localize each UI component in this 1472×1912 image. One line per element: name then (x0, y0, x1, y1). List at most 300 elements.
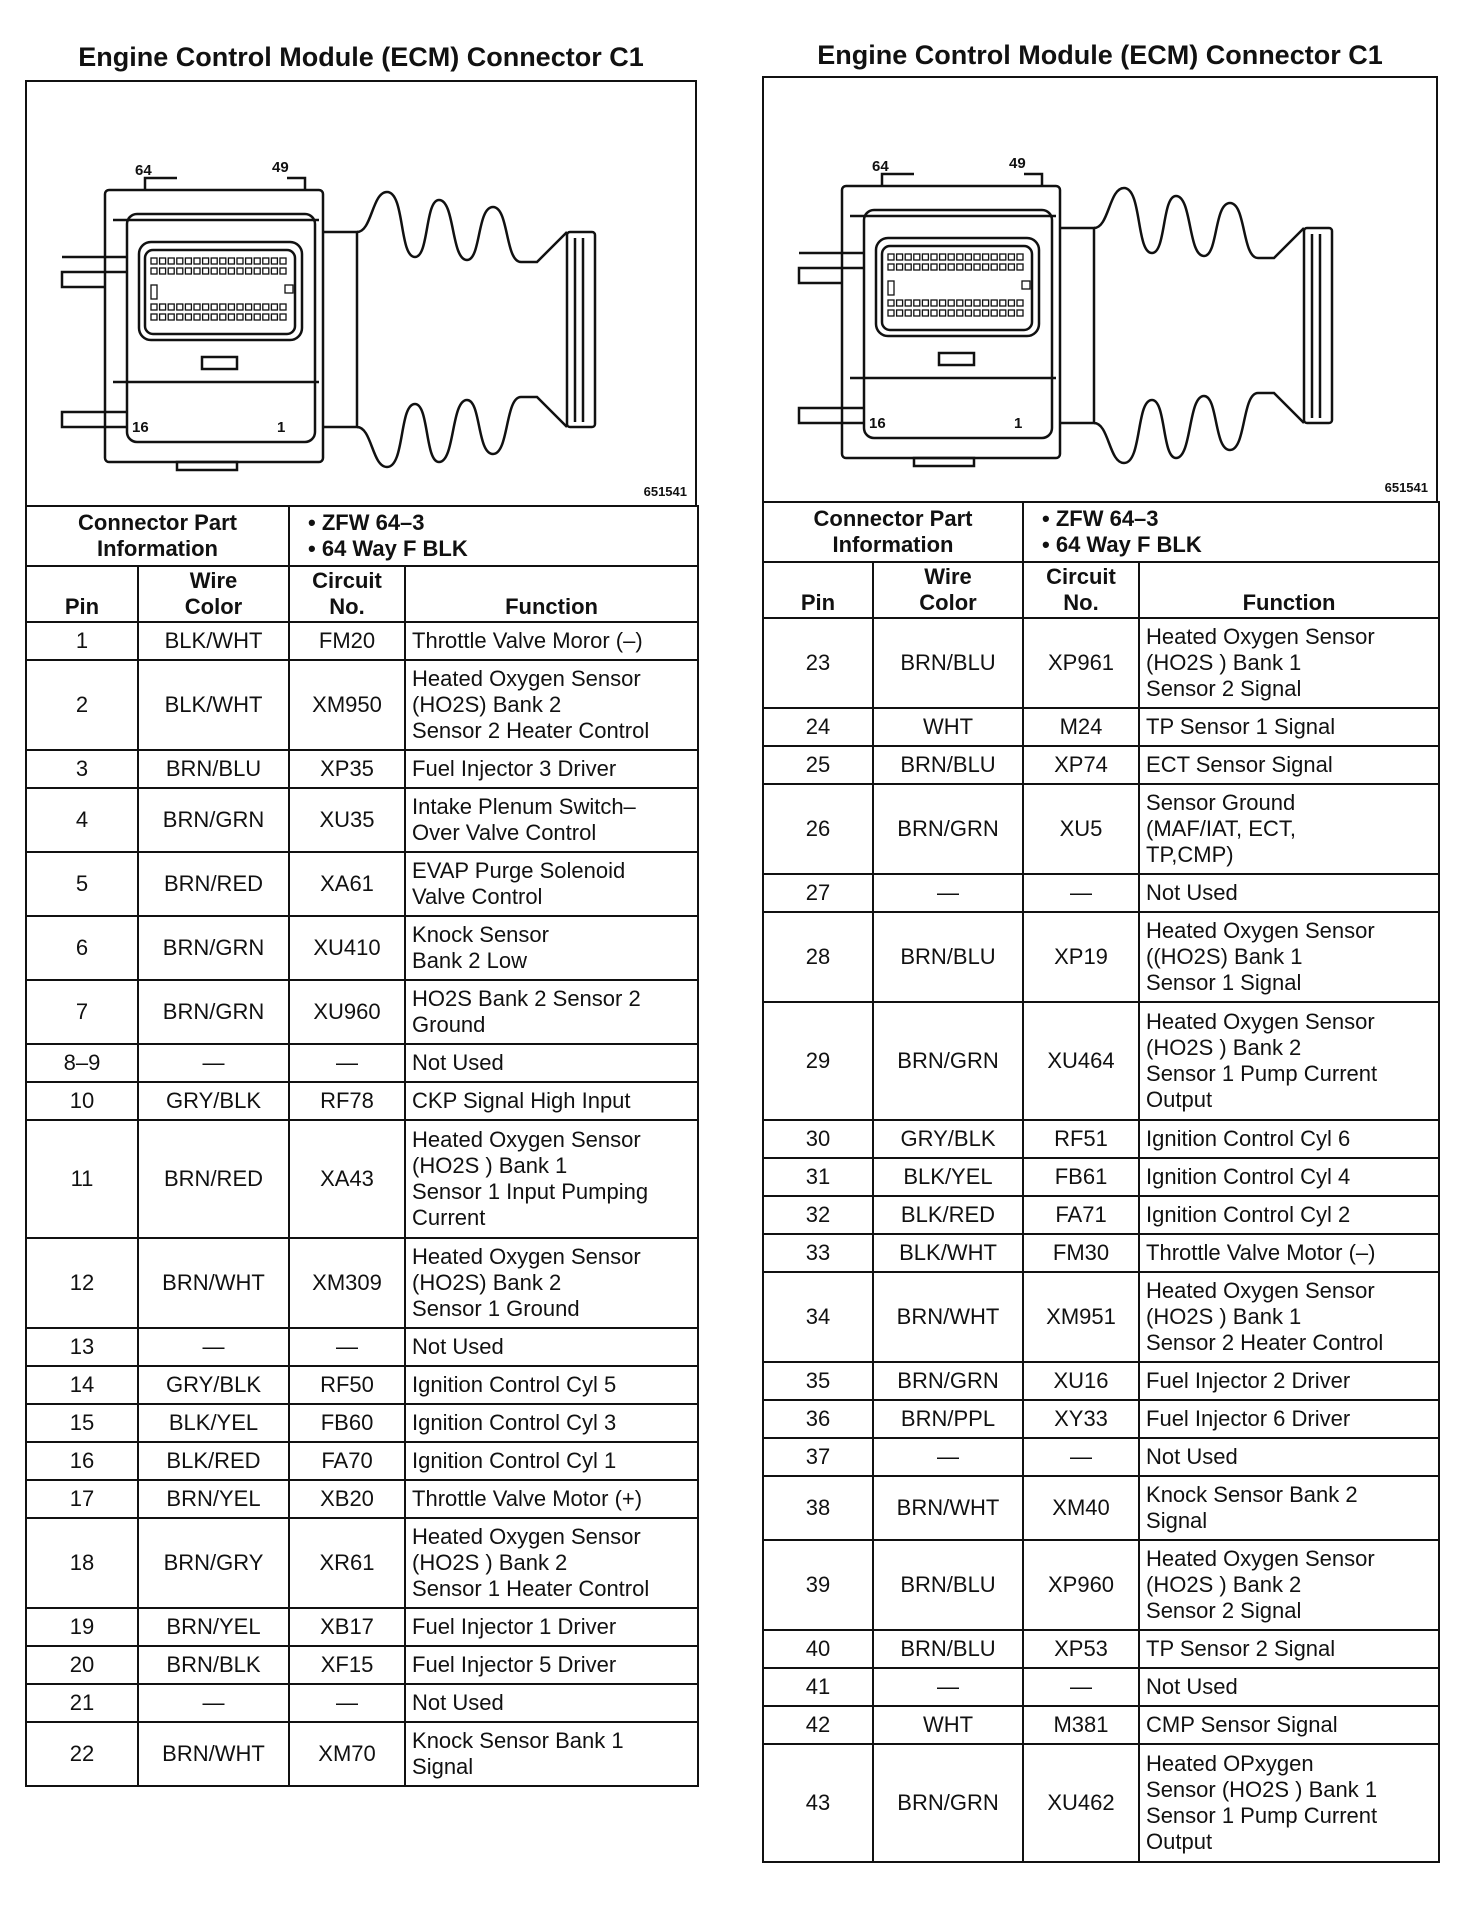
pin-cell: 18 (26, 1518, 138, 1608)
header-line: Color (184, 594, 243, 619)
function-line: Fuel Injector 2 Driver (1146, 1368, 1351, 1393)
right-connector-figure (762, 76, 1438, 501)
header-row (763, 562, 1439, 618)
wire-color-cell: — (138, 1684, 289, 1722)
function-line: Sensor 1 Heater Control (412, 1576, 650, 1601)
table-row (26, 660, 698, 750)
left-pin-label-pin-top-right: 49 (272, 159, 289, 176)
pin-cell: 16 (26, 1442, 138, 1480)
function-cell (1139, 1196, 1439, 1234)
left-pin-table (25, 505, 699, 1787)
table-row (763, 874, 1439, 912)
table-row (26, 1518, 698, 1608)
table-row (26, 980, 698, 1044)
function-cell (1139, 784, 1439, 874)
function-line: (MAF/IAT, ECT, (1146, 816, 1296, 841)
header-circuit-no (289, 566, 405, 622)
wire-color-cell: BRN/GRN (138, 788, 289, 852)
part-info-value: • 64 Way F BLK (1042, 532, 1202, 557)
function-line: Heated Oxygen Sensor (1146, 1009, 1375, 1034)
function-line: Ignition Control Cyl 4 (1146, 1164, 1351, 1189)
part-info-value: • ZFW 64–3 (308, 510, 425, 535)
part-info-label-line: Connector Part (813, 506, 973, 531)
function-line: (HO2S) Bank 2 (412, 1270, 562, 1295)
function-cell (1139, 1400, 1439, 1438)
function-line: ECT Sensor Signal (1146, 752, 1333, 777)
pin-cell: 13 (26, 1328, 138, 1366)
function-line: (HO2S ) Bank 2 (1146, 1572, 1302, 1597)
header-function: Function (1139, 562, 1439, 618)
function-line: Bank 2 Low (412, 948, 527, 973)
function-line: Sensor 1 Ground (412, 1296, 580, 1321)
circuit-cell: XP53 (1023, 1630, 1139, 1668)
circuit-cell: XU410 (289, 916, 405, 980)
header-line: No. (1063, 590, 1099, 615)
function-cell (405, 788, 698, 852)
circuit-cell: XM70 (289, 1722, 405, 1786)
circuit-cell: RF50 (289, 1366, 405, 1404)
wire-color-cell: BRN/BLU (873, 746, 1023, 784)
table-row (26, 1684, 698, 1722)
header-line: Circuit (1046, 564, 1116, 589)
function-line: Sensor 2 Heater Control (1146, 1330, 1384, 1355)
function-cell (405, 1480, 698, 1518)
wire-color-cell: BRN/GRN (138, 980, 289, 1044)
wire-color-cell: BLK/WHT (138, 622, 289, 660)
pin-cell: 5 (26, 852, 138, 916)
wire-color-cell: GRY/BLK (138, 1366, 289, 1404)
pin-cell: 28 (763, 912, 873, 1002)
part-info-label (763, 502, 1023, 562)
circuit-cell: XU464 (1023, 1002, 1139, 1120)
left-table-body (26, 506, 698, 1786)
circuit-cell: FA71 (1023, 1196, 1139, 1234)
circuit-cell: FM30 (1023, 1234, 1139, 1272)
table-row (763, 1438, 1439, 1476)
pin-cell: 14 (26, 1366, 138, 1404)
pin-cell: 40 (763, 1630, 873, 1668)
circuit-cell: XR61 (289, 1518, 405, 1608)
wire-color-cell: GRY/BLK (873, 1120, 1023, 1158)
wire-color-cell: — (873, 874, 1023, 912)
header-line: No. (329, 594, 365, 619)
circuit-cell: XB20 (289, 1480, 405, 1518)
table-row (26, 1082, 698, 1120)
function-cell (1139, 618, 1439, 708)
part-info-values (289, 506, 698, 566)
wire-color-cell: BRN/BLU (873, 912, 1023, 1002)
function-cell (405, 916, 698, 980)
wire-color-cell: BRN/WHT (873, 1476, 1023, 1540)
pin-cell: 35 (763, 1362, 873, 1400)
table-row (26, 852, 698, 916)
function-line: Ignition Control Cyl 3 (412, 1410, 617, 1435)
circuit-cell: — (1023, 874, 1139, 912)
function-line: Sensor 1 Pump Current (1146, 1061, 1378, 1086)
right-pin-label-pin-bottom-right: 1 (1014, 415, 1023, 432)
function-cell (1139, 1476, 1439, 1540)
header-function: Function (405, 566, 698, 622)
function-cell (1139, 1234, 1439, 1272)
function-line: Throttle Valve Moror (–) (412, 628, 643, 653)
function-line: Heated Oxygen Sensor (1146, 1278, 1375, 1303)
function-cell (1139, 1438, 1439, 1476)
function-line: Ignition Control Cyl 1 (412, 1448, 617, 1473)
circuit-cell: RF78 (289, 1082, 405, 1120)
function-cell (405, 1120, 698, 1238)
left-figure-number: 651541 (643, 484, 687, 499)
header-line: Circuit (312, 568, 382, 593)
function-cell (405, 660, 698, 750)
wire-color-cell: BRN/RED (138, 852, 289, 916)
function-line: TP,CMP) (1146, 842, 1234, 867)
table-row (763, 1668, 1439, 1706)
function-line: (HO2S) Bank 2 (412, 692, 562, 717)
wire-color-cell: BRN/BLU (873, 1540, 1023, 1630)
part-info-value: • 64 Way F BLK (308, 536, 468, 561)
part-info-label-line: Information (97, 536, 218, 561)
function-line: Valve Control (412, 884, 543, 909)
pin-cell: 10 (26, 1082, 138, 1120)
table-row (763, 1272, 1439, 1362)
right-panel (762, 0, 1438, 1912)
wire-color-cell: BLK/YEL (138, 1404, 289, 1442)
table-row (763, 1476, 1439, 1540)
function-cell (405, 622, 698, 660)
right-figure-number: 651541 (1384, 480, 1428, 495)
function-cell (405, 1722, 698, 1786)
wire-color-cell: BRN/RED (138, 1120, 289, 1238)
pin-cell: 2 (26, 660, 138, 750)
function-line: Knock Sensor Bank 2 (1146, 1482, 1358, 1507)
function-cell (1139, 912, 1439, 1002)
function-cell (405, 1366, 698, 1404)
right-title: Engine Control Module (ECM) Connector C1 (817, 40, 1383, 70)
table-row (26, 1442, 698, 1480)
function-line: Heated Oxygen Sensor (1146, 1546, 1375, 1571)
wire-color-cell: BRN/PPL (873, 1400, 1023, 1438)
left-pin-label-pin-top-left: 64 (135, 162, 152, 179)
table-row (26, 1480, 698, 1518)
function-cell (1139, 746, 1439, 784)
function-cell (1139, 1272, 1439, 1362)
table-row (26, 1328, 698, 1366)
wire-color-cell: — (873, 1668, 1023, 1706)
header-wire-color (138, 566, 289, 622)
table-row (26, 788, 698, 852)
function-line: Not Used (1146, 1674, 1238, 1699)
function-line: Fuel Injector 5 Driver (412, 1652, 617, 1677)
function-line: Ignition Control Cyl 5 (412, 1372, 617, 1397)
function-line: Heated Oxygen Sensor (412, 1244, 641, 1269)
wire-color-cell: BRN/BLK (138, 1646, 289, 1684)
header-line: Wire (189, 568, 238, 593)
header-row (26, 566, 698, 622)
pin-cell: 25 (763, 746, 873, 784)
right-table-body (763, 502, 1439, 1862)
circuit-cell: FB60 (289, 1404, 405, 1442)
wire-color-cell: BRN/BLU (873, 618, 1023, 708)
wire-color-cell: WHT (873, 1706, 1023, 1744)
function-cell (1139, 1540, 1439, 1630)
function-line: Current (412, 1205, 486, 1230)
table-row (763, 1630, 1439, 1668)
right-pin-label-pin-top-right: 49 (1009, 155, 1026, 172)
left-connector-drawing (27, 82, 695, 507)
function-cell (1139, 1158, 1439, 1196)
function-cell (1139, 1630, 1439, 1668)
function-cell (1139, 1002, 1439, 1120)
function-line: Sensor 1 Signal (1146, 970, 1302, 995)
part-info-label (26, 506, 289, 566)
circuit-cell: FM20 (289, 622, 405, 660)
pin-cell: 37 (763, 1438, 873, 1476)
table-row (26, 916, 698, 980)
part-info-label-line: Connector Part (78, 510, 237, 535)
table-row (763, 1400, 1439, 1438)
part-info-values (1023, 502, 1439, 562)
table-row (763, 618, 1439, 708)
wire-color-cell: — (873, 1438, 1023, 1476)
right-pin-table (762, 501, 1440, 1863)
wire-color-cell: BRN/GRN (873, 1744, 1023, 1862)
function-line: Heated OPxygen (1146, 1751, 1314, 1776)
pin-cell: 12 (26, 1238, 138, 1328)
function-line: (HO2S ) Bank 2 (412, 1550, 568, 1575)
function-line: Not Used (412, 1050, 504, 1075)
circuit-cell: XU960 (289, 980, 405, 1044)
function-line: (HO2S ) Bank 1 (1146, 1304, 1302, 1329)
function-line: Sensor 2 Signal (1146, 1598, 1302, 1623)
left-connector-figure (25, 80, 697, 505)
function-line: Signal (412, 1754, 474, 1779)
pin-cell: 15 (26, 1404, 138, 1442)
pin-cell: 41 (763, 1668, 873, 1706)
function-line: Fuel Injector 3 Driver (412, 756, 617, 781)
pin-cell: 39 (763, 1540, 873, 1630)
header-line: Color (919, 590, 977, 615)
pin-cell: 27 (763, 874, 873, 912)
function-line: HO2S Bank 2 Sensor 2 (412, 986, 641, 1011)
function-line: TP Sensor 2 Signal (1146, 1636, 1336, 1661)
function-line: Ignition Control Cyl 2 (1146, 1202, 1351, 1227)
wire-color-cell: BLK/WHT (873, 1234, 1023, 1272)
table-row (26, 1646, 698, 1684)
function-cell (1139, 708, 1439, 746)
part-info-label-line: Information (832, 532, 954, 557)
wire-color-cell: BLK/WHT (138, 660, 289, 750)
function-cell (405, 1044, 698, 1082)
function-cell (1139, 1744, 1439, 1862)
function-line: Knock Sensor (412, 922, 549, 947)
left-title: Engine Control Module (ECM) Connector C1 (78, 42, 644, 72)
circuit-cell: XM950 (289, 660, 405, 750)
pin-cell: 1 (26, 622, 138, 660)
function-line: (HO2S ) Bank 1 (1146, 650, 1302, 675)
circuit-cell: — (1023, 1438, 1139, 1476)
table-row (26, 750, 698, 788)
function-line: Throttle Valve Motor (–) (1146, 1240, 1376, 1265)
table-row (763, 1002, 1439, 1120)
wire-color-cell: BRN/YEL (138, 1608, 289, 1646)
function-line: Heated Oxygen Sensor (1146, 624, 1375, 649)
pin-cell: 30 (763, 1120, 873, 1158)
circuit-cell: XA43 (289, 1120, 405, 1238)
function-line: Not Used (412, 1690, 504, 1715)
function-cell (405, 750, 698, 788)
circuit-cell: — (289, 1044, 405, 1082)
circuit-cell: XB17 (289, 1608, 405, 1646)
pin-cell: 17 (26, 1480, 138, 1518)
wire-color-cell: — (138, 1044, 289, 1082)
function-line: Not Used (412, 1334, 504, 1359)
table-row (763, 1362, 1439, 1400)
circuit-cell: XF15 (289, 1646, 405, 1684)
header-circuit-no (1023, 562, 1139, 618)
table-row (763, 1196, 1439, 1234)
table-row (26, 1044, 698, 1082)
function-line: Intake Plenum Switch– (412, 794, 636, 819)
pin-cell: 33 (763, 1234, 873, 1272)
circuit-cell: XP35 (289, 750, 405, 788)
left-pin-label-pin-bottom-left: 16 (132, 419, 149, 436)
pin-cell: 21 (26, 1684, 138, 1722)
pin-cell: 24 (763, 708, 873, 746)
wire-color-cell: BLK/RED (873, 1196, 1023, 1234)
pin-cell: 32 (763, 1196, 873, 1234)
function-cell (1139, 1362, 1439, 1400)
pin-cell: 4 (26, 788, 138, 852)
function-line: Not Used (1146, 1444, 1238, 1469)
pin-cell: 20 (26, 1646, 138, 1684)
function-line: Fuel Injector 1 Driver (412, 1614, 617, 1639)
circuit-cell: FA70 (289, 1442, 405, 1480)
right-pin-label-pin-top-left: 64 (872, 158, 889, 175)
function-line: Ignition Control Cyl 6 (1146, 1126, 1351, 1151)
circuit-cell: RF51 (1023, 1120, 1139, 1158)
circuit-cell: — (1023, 1668, 1139, 1706)
circuit-cell: XU16 (1023, 1362, 1139, 1400)
function-line: Throttle Valve Motor (+) (412, 1486, 643, 1511)
part-info-row (763, 502, 1439, 562)
pin-cell: 29 (763, 1002, 873, 1120)
wire-color-cell: — (138, 1328, 289, 1366)
circuit-cell: — (289, 1684, 405, 1722)
table-row (763, 1234, 1439, 1272)
circuit-cell: XA61 (289, 852, 405, 916)
function-cell (405, 1082, 698, 1120)
function-line: ((HO2S) Bank 1 (1146, 944, 1303, 969)
function-line: Heated Oxygen Sensor (1146, 918, 1375, 943)
table-row (26, 622, 698, 660)
header-pin: Pin (26, 566, 138, 622)
circuit-cell: XU35 (289, 788, 405, 852)
table-row (763, 912, 1439, 1002)
function-cell (1139, 1120, 1439, 1158)
function-line: Heated Oxygen Sensor (412, 666, 641, 691)
right-pin-label-pin-bottom-left: 16 (869, 415, 886, 432)
circuit-cell: XP74 (1023, 746, 1139, 784)
table-row (763, 708, 1439, 746)
function-line: Sensor 1 Input Pumping (412, 1179, 649, 1204)
left-panel (25, 0, 697, 1912)
function-line: Heated Oxygen Sensor (412, 1127, 641, 1152)
table-row (763, 784, 1439, 874)
function-cell (405, 1608, 698, 1646)
circuit-cell: XP960 (1023, 1540, 1139, 1630)
pin-cell: 3 (26, 750, 138, 788)
wire-color-cell: BRN/GRY (138, 1518, 289, 1608)
table-row (26, 1608, 698, 1646)
circuit-cell: XM951 (1023, 1272, 1139, 1362)
function-line: (HO2S ) Bank 1 (412, 1153, 568, 1178)
circuit-cell: XM309 (289, 1238, 405, 1328)
table-row (26, 1238, 698, 1328)
function-line: Fuel Injector 6 Driver (1146, 1406, 1351, 1431)
circuit-cell: FB61 (1023, 1158, 1139, 1196)
function-line: (HO2S ) Bank 2 (1146, 1035, 1302, 1060)
wire-color-cell: WHT (873, 708, 1023, 746)
part-info-value: • ZFW 64–3 (1042, 506, 1159, 531)
pin-cell: 26 (763, 784, 873, 874)
circuit-cell: XY33 (1023, 1400, 1139, 1438)
pin-cell: 42 (763, 1706, 873, 1744)
wire-color-cell: BRN/WHT (138, 1722, 289, 1786)
wire-color-cell: BLK/RED (138, 1442, 289, 1480)
wire-color-cell: BRN/BLU (873, 1630, 1023, 1668)
header-pin: Pin (763, 562, 873, 618)
circuit-cell: M381 (1023, 1706, 1139, 1744)
table-row (26, 1722, 698, 1786)
circuit-cell: XU462 (1023, 1744, 1139, 1862)
function-line: Sensor 2 Heater Control (412, 718, 650, 743)
function-cell (405, 980, 698, 1044)
wire-color-cell: BLK/YEL (873, 1158, 1023, 1196)
function-line: Output (1146, 1087, 1213, 1112)
function-cell (1139, 874, 1439, 912)
wire-color-cell: BRN/YEL (138, 1480, 289, 1518)
function-cell (1139, 1706, 1439, 1744)
left-pin-label-pin-bottom-right: 1 (277, 419, 286, 436)
pin-cell: 38 (763, 1476, 873, 1540)
circuit-cell: XP961 (1023, 618, 1139, 708)
pin-cell: 34 (763, 1272, 873, 1362)
function-line: Over Valve Control (412, 820, 597, 845)
pin-cell: 8–9 (26, 1044, 138, 1082)
function-cell (405, 1518, 698, 1608)
circuit-cell: XU5 (1023, 784, 1139, 874)
function-line: Sensor 2 Signal (1146, 676, 1302, 701)
function-line: EVAP Purge Solenoid (412, 858, 626, 883)
table-row (763, 1744, 1439, 1862)
function-line: Sensor 1 Pump Current (1146, 1803, 1378, 1828)
function-cell (405, 852, 698, 916)
pin-cell: 31 (763, 1158, 873, 1196)
function-line: TP Sensor 1 Signal (1146, 714, 1336, 739)
wire-color-cell: GRY/BLK (138, 1082, 289, 1120)
pin-cell: 19 (26, 1608, 138, 1646)
table-row (26, 1366, 698, 1404)
pin-cell: 11 (26, 1120, 138, 1238)
wire-color-cell: BRN/GRN (873, 784, 1023, 874)
pin-cell: 43 (763, 1744, 873, 1862)
wire-color-cell: BRN/GRN (873, 1362, 1023, 1400)
wire-color-cell: BRN/BLU (138, 750, 289, 788)
header-line: Wire (924, 564, 972, 589)
pin-cell: 7 (26, 980, 138, 1044)
pin-cell: 23 (763, 618, 873, 708)
pin-cell: 36 (763, 1400, 873, 1438)
